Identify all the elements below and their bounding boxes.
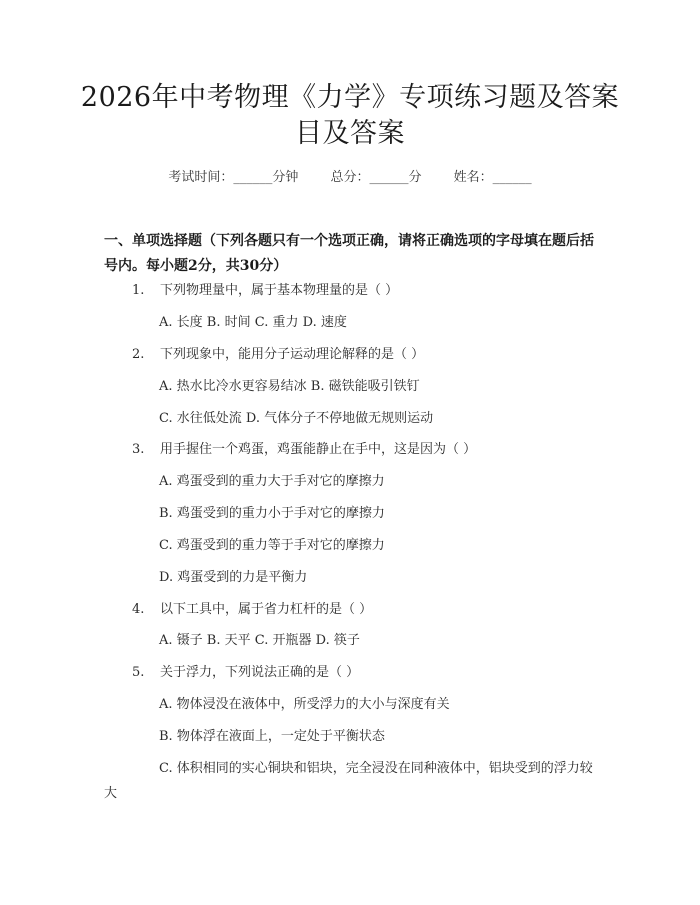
question-text: 以下工具中，属于省力杠杆的是（ ） — [160, 602, 373, 617]
student-name-field — [454, 168, 532, 188]
question-option: A. 物体浸没在液体中，所受浮力的大小与深度有关 — [159, 697, 450, 712]
question-option: D. 鸡蛋受到的力是平衡力 — [159, 570, 308, 585]
question-number: 1. — [132, 283, 145, 298]
question-text: 下列物理量中，属于基本物理量的是（ ） — [160, 283, 399, 298]
question-option: A. 鸡蛋受到的重力大于手对它的摩擦力 — [159, 474, 385, 489]
student-name-label: 姓名： — [453, 170, 493, 185]
question-text: 关于浮力，下列说法正确的是（ ） — [160, 665, 360, 680]
question-item — [132, 345, 424, 365]
question-option: B. 物体浮在液面上，一定处于平衡状态 — [159, 729, 385, 744]
question-options: A. 长度 B. 时间 C. 重力 D. 速度 — [159, 315, 347, 330]
question-number: 5. — [132, 665, 145, 680]
question-text: 用手握住一个鸡蛋，鸡蛋能静止在手中，这是因为（ ） — [160, 442, 477, 457]
exam-time-field — [168, 168, 298, 188]
question-text: 下列现象中，能用分子运动理论解释的是（ ） — [160, 347, 425, 362]
exam-time-label: 考试时间： — [168, 170, 234, 185]
question-number: 2. — [132, 347, 145, 362]
question-item — [132, 281, 398, 301]
question-item — [132, 600, 372, 620]
exam-info-line — [0, 168, 700, 188]
exam-time-unit: 分钟 — [272, 170, 299, 185]
exam-time-blank: ______ — [233, 170, 273, 185]
total-score-field — [330, 168, 421, 188]
total-score-unit: 分 — [408, 170, 422, 185]
question-number: 3. — [132, 442, 145, 457]
student-name-blank: ______ — [492, 170, 532, 185]
question-option: B. 鸡蛋受到的重力小于手对它的摩擦力 — [159, 506, 385, 521]
question-option: C. 体积相同的实心铜块和铝块，完全浸没在同种液体中，铝块受到的浮力较大 — [104, 761, 593, 801]
question-options: C. 水往低处流 D. 气体分子不停地做无规则运动 — [159, 411, 434, 426]
document-title-line1: 2026年中考物理《力学》专项练习题及答案 — [80, 82, 620, 113]
total-score-blank: ______ — [369, 170, 409, 185]
question-item — [132, 440, 476, 460]
question-options: A. 热水比冷水更容易结冰 B. 磁铁能吸引铁钉 — [159, 379, 420, 394]
total-score-label: 总分： — [330, 170, 370, 185]
question-option: C. 鸡蛋受到的重力等于手对它的摩擦力 — [159, 538, 385, 553]
document-title-line2: 目及答案 — [295, 118, 405, 149]
question-item — [132, 663, 359, 683]
section-heading: 一、单项选择题（下列各题只有一个选项正确，请将正确选项的字母填在题后括号内。每小题2分，共30分） — [104, 233, 594, 274]
question-options: A. 镊子 B. 天平 C. 开瓶器 D. 筷子 — [159, 633, 360, 648]
question-number: 4. — [132, 602, 145, 617]
